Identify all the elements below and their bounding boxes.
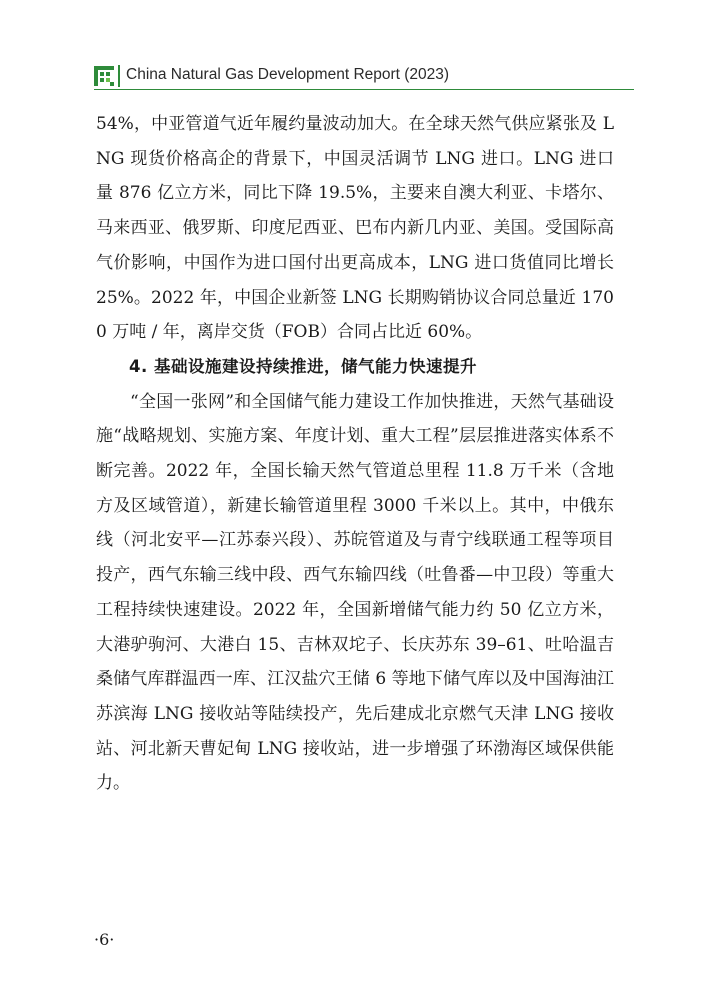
report-title: China Natural Gas Development Report (2023) <box>118 65 455 87</box>
page-number: ·6· <box>94 930 115 949</box>
header-divider <box>94 89 634 90</box>
paragraph-infrastructure: “全国一张网”和全国储气能力建设工作加快推进，天然气基础设施“战略规划、实施方案、年度计划、重大工程”层层推进落实体系不断完善。2022 年，全国长输天然气管道总里程 11.8 万千米（含地方及区域管道），新建长输管道里程 3000 千米以上。其中，中俄东线（河北安平—江苏泰兴段）、苏皖管道及与青宁线联通工程等项目投产，西气东输三线中段、西气东输四线（吐鲁番—中卫段）等重大工程持续快速建设。2022 年，全国新增储气能力约 50 亿立方米，大港驴驹河、大港白 15、吉林双坨子、长庆苏东 39–61、吐哈温吉桑储气库群温西一库、江汉盐穴王储 6 等地下储气库以及中国海油江苏滨海 LNG 接收站等陆续投产，先后建成北京燃气天津 LNG 接收站、河北新天曹妃甸 LNG 接收站，进一步增强了环渤海区域保供能力。 <box>96 391 614 794</box>
section-heading: 4. 基础设施建设持续推进，储气能力快速提升 <box>129 356 477 376</box>
running-header <box>94 62 634 90</box>
document-body <box>96 107 614 801</box>
green-pixel-logo-icon <box>94 66 114 86</box>
paragraph-lng-imports: 54%，中亚管道气近年履约量波动加大。在全球天然气供应紧张及 LNG 现货价格高企的背景下，中国灵活调节 LNG 进口。LNG 进口量 876 亿立方米，同比下降 19.5%，主要来自澳大利亚、卡塔尔、马来西亚、俄罗斯、印度尼西亚、巴布内新几内亚、美国。受国际高气价影响，中国作为进口国付出更高成本，LNG 进口货值同比增长 25%。2022 年，中国企业新签 LNG 长期购销协议合同总量近 1700 万吨 / 年，离岸交货（FOB）合同占比近 60%。 <box>96 114 614 343</box>
